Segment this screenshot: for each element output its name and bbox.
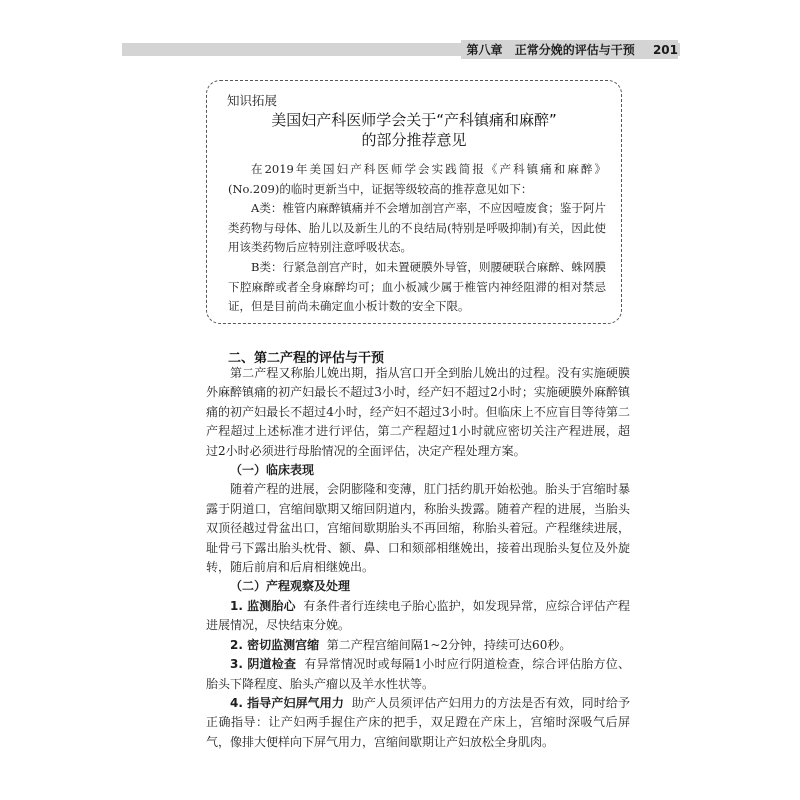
knowledge-paragraph-b: B类：行紧急剖宫产时，如未置硬膜外导管，则腰硬联合麻醉、蛛网膜下腔麻醉或者全身麻醉均可；血小板减少属于椎管内神经阻滞的相对禁忌证，但是目前尚未确定血小板计数的安全下限。 xyxy=(228,259,606,314)
item-lead: 1. 监测胎心 xyxy=(230,598,296,613)
running-header xyxy=(461,40,678,59)
item-lead: 4. 指导产妇屏气用力 xyxy=(230,695,344,710)
item-vaginal-exam xyxy=(206,655,630,694)
chapter-title: 正常分娩的评估与干预 xyxy=(514,43,635,57)
knowledge-paragraph-a: A类：椎管内麻醉镇痛并不会增加剖宫产率，不应因噎废食；鉴于阿片类药物与母体、胎儿以及新生儿的不良结局(特别是呼吸抑制)有关，因此使用该类药物后应特别注意呼吸状态。 xyxy=(228,201,606,255)
item-lead: 2. 密切监测宫缩 xyxy=(230,637,320,652)
item-lead: 3. 阴道检查 xyxy=(230,657,297,672)
item-text: 有异常情况时或每隔1小时应行阴道检查，综合评估胎方位、胎头下降程度、胎头产瘤以及羊水性状等。 xyxy=(206,657,630,691)
knowledge-box-label: 知识拓展 xyxy=(227,93,278,108)
chapter-number: 第八章 xyxy=(466,43,503,57)
subsection-management-title: （二）产程观察及处理 xyxy=(230,579,351,594)
page-number: 201 xyxy=(652,43,678,57)
item-contractions xyxy=(206,636,630,655)
knowledge-paragraph-intro: 在2019年美国妇产科医师学会实践简报《产科镇痛和麻醉》(No.209)的临时更新当中，证据等级较高的推荐意见如下： xyxy=(228,162,606,196)
knowledge-box-title-line2: 的部分推荐意见 xyxy=(361,131,467,149)
subsection-clinical-title: （一）临床表现 xyxy=(230,463,315,478)
subsection-clinical-text: 随着产程的进展，会阴膨隆和变薄，肛门括约肌开始松弛。胎头于宫缩时暴露于阴道口，宫缩间歇期又缩回阴道内，称胎头拨露。随着产程的进展，当胎头双顶径越过骨盆出口，宫缩间歇期胎头不再回缩，称胎头着冠。产程继续进展，耻骨弓下露出胎头枕骨、额、鼻、口和颏部相继娩出，接着出现胎头复位及外旋转，随后前肩和后肩相继娩出。 xyxy=(206,482,630,575)
section-heading: 二、第二产程的评估与干预 xyxy=(228,351,385,366)
knowledge-box-title-line1: 美国妇产科医师学会关于“产科镇痛和麻醉” xyxy=(271,111,557,129)
knowledge-box-body xyxy=(228,160,606,317)
item-text: 第二产程宫缩间隔1~2分钟，持续可达60秒。 xyxy=(326,637,572,652)
item-text: 助产人员须评估产妇用力的方法是否有效，同时给予正确指导：让产妇两手握住产床的把手，双足蹬在产床上，宫缩时深吸气后屏气，像排大便样向下屏气用力，宫缩间歇期让产妇放松全身肌肉。 xyxy=(206,695,630,749)
item-text: 有条件者行连续电子胎心监护，如发现异常，应综合评估产程进展情况，尽快结束分娩。 xyxy=(206,598,630,633)
item-fetal-heart xyxy=(206,597,630,636)
item-pushing-guidance xyxy=(206,694,630,752)
main-text xyxy=(206,364,630,752)
section-intro: 第二产程又称胎儿娩出期，指从宫口开全到胎儿娩出的过程。没有实施硬膜外麻醉镇痛的初产妇最长不超过3小时，经产妇不超过2小时；实施硬膜外麻醉镇痛的初产妇最长不超过4小时，经产妇不超过3小时。但临床上不应盲目等待第二产程超过上述标准才进行评估，第二产程超过1小时就应密切关注产程进展，超过2小时必须进行母胎情况的全面评估，决定产程处理方案。 xyxy=(206,366,630,458)
